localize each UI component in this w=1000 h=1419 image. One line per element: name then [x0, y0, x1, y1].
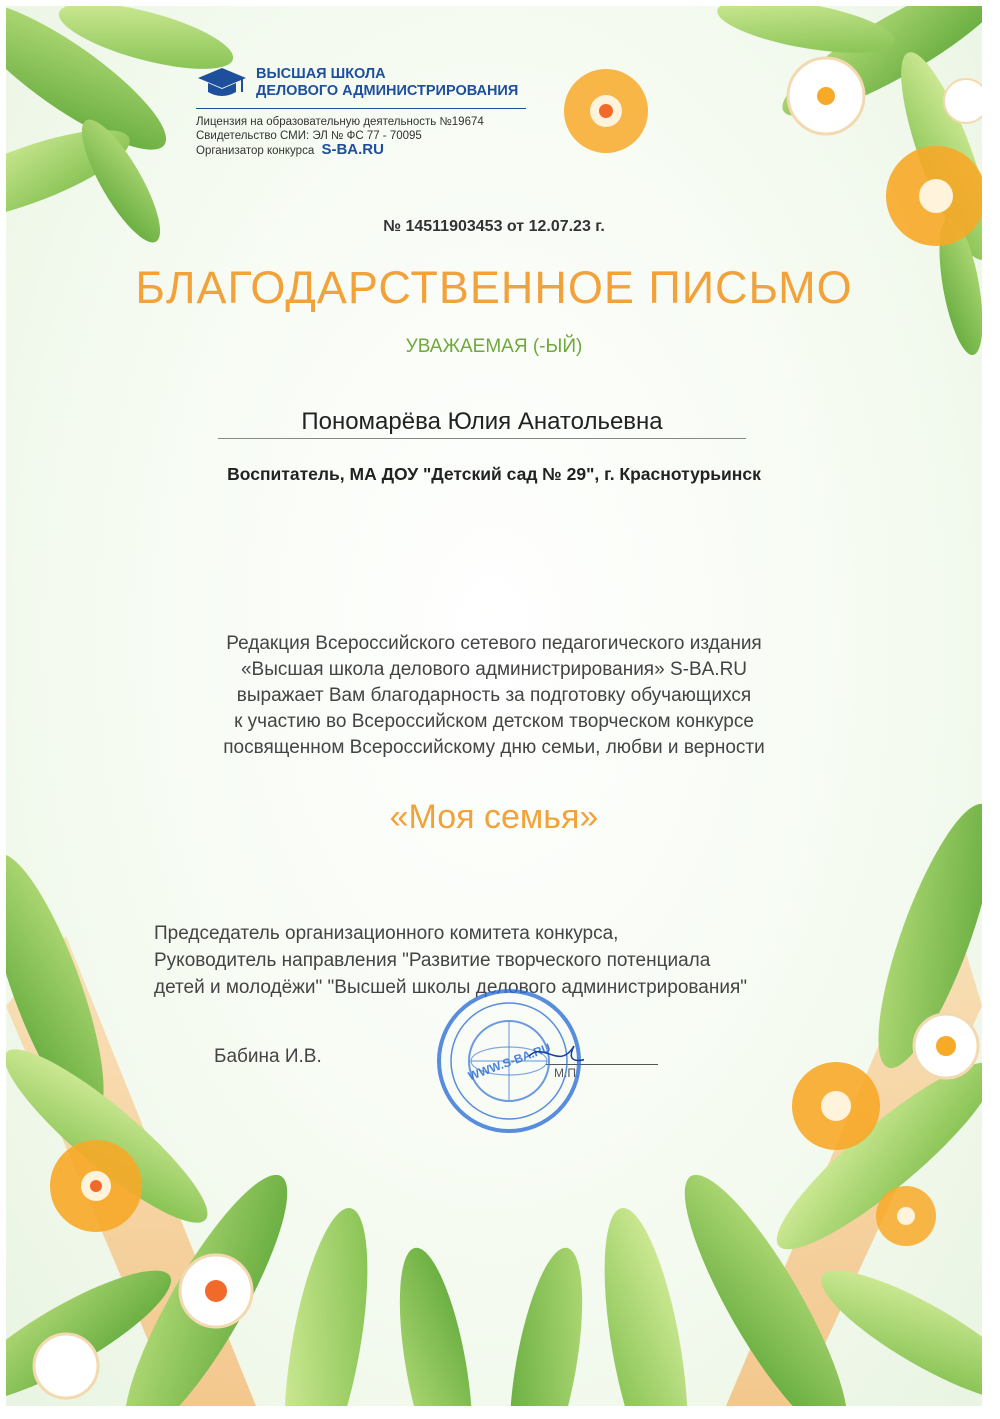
organizer-site: S-BA.RU: [321, 141, 384, 158]
organization-name: [256, 66, 518, 100]
body-line: Редакция Всероссийского сетевого педагогического издания: [226, 633, 762, 654]
chair-line: Председатель организационного комитета конкурса,: [154, 923, 619, 944]
leaf: [268, 1202, 384, 1406]
letter-body: [6, 631, 982, 761]
signer-name: Бабина И.В.: [214, 1046, 322, 1067]
flower: [788, 58, 864, 134]
organization-name-line2: ДЕЛОВОГО АДМИНИСТРИРОВАНИЯ: [256, 83, 519, 99]
graduation-cap-icon: [196, 66, 248, 100]
body-line: выражает Вам благодарность за подготовку обучающихся: [236, 685, 752, 706]
body-line: посвященном Всероссийскому дню семьи, любви и верности: [223, 737, 765, 758]
chair-line: Руководитель направления "Развитие творческого потенциала: [154, 950, 711, 971]
recipient-position: Воспитатель, МА ДОУ "Детский сад № 29", г. Краснотурьинск: [227, 464, 761, 484]
organizer-line: [196, 143, 556, 158]
seal-place-caption: М.П.: [554, 1066, 580, 1080]
flower: [34, 1334, 98, 1398]
flower: [876, 1186, 936, 1246]
official-stamp: [434, 986, 584, 1136]
recipient-name: Пономарёва Юлия Анатольевна: [218, 408, 746, 439]
contest-name: «Моя семья»: [389, 798, 599, 836]
organizer-label: Организатор конкурса: [196, 145, 315, 157]
flower: [792, 1062, 880, 1150]
license-text: Лицензия на образовательную деятельность №19674: [196, 116, 484, 128]
flower: [914, 1014, 978, 1078]
flower: [944, 79, 982, 123]
flower: [50, 1140, 142, 1232]
body-line: к участию во Всероссийском детском творческом конкурсе: [234, 711, 754, 732]
greeting: УВАЖАЕМАЯ (-ЫЙ): [405, 336, 583, 357]
flower: [564, 69, 648, 153]
leaf: [386, 1243, 487, 1406]
chair-line: детей и молодёжи" "Высшей школы делового администрирования": [154, 977, 747, 998]
body-line: «Высшая школа делового администрирования» S-BA.RU: [240, 659, 748, 680]
organization-name-line1: ВЫСШАЯ ШКОЛА: [256, 66, 386, 82]
leaf: [496, 1243, 597, 1406]
certificate-page: [6, 6, 982, 1406]
logo: [196, 66, 556, 100]
document-number: № 14511903453 от 12.07.23 г.: [383, 218, 605, 235]
flower: [180, 1255, 252, 1327]
organization-header: [196, 66, 556, 158]
stamp-text: WWW.S-BA.RU: [466, 1040, 553, 1084]
document-title: БЛАГОДАРСТВЕННОЕ ПИСЬМО: [135, 262, 853, 313]
media-certificate-text: Свидетельство СМИ: ЭЛ № ФС 77 - 70095: [196, 130, 422, 142]
header-divider: [196, 108, 526, 109]
leaf: [588, 1202, 704, 1406]
